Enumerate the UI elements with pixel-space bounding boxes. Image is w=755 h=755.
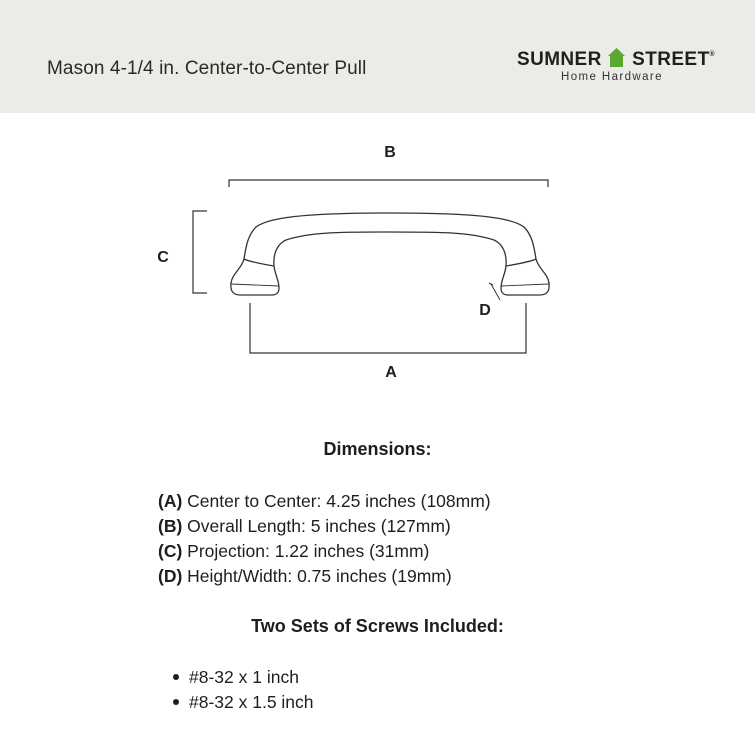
list-item [158,514,491,539]
spec-value: Center to Center: 4.25 inches (108mm) [182,491,491,511]
spec-key: (A) [158,491,183,511]
spec-value: Overall Length: 5 inches (127mm) [182,516,451,536]
screws-list [173,665,314,715]
pull-dimension-diagram [0,113,755,413]
brand-name-left: SUMNER [517,49,602,70]
bullet-icon [173,699,179,705]
header-banner [0,0,755,113]
dimension-b-label: B [384,144,396,161]
dimension-c-bracket [193,211,207,293]
list-item [158,564,491,589]
house-icon [608,48,625,67]
list-item [158,539,491,564]
dimensions-heading: Dimensions: [323,439,432,459]
brand-name-right: STREET [632,49,710,70]
dimension-b-bracket [229,180,548,187]
list-item [158,489,491,514]
registered-mark: ® [709,51,716,58]
dimension-c-label: C [157,249,169,266]
screw-size: #8-32 x 1.5 inch [189,692,314,712]
dimensions-list [158,489,491,589]
dimension-d-marker [489,283,500,300]
brand-tagline: Home Hardware [561,71,663,83]
spec-value: Height/Width: 0.75 inches (19mm) [182,566,452,586]
spec-key: (B) [158,516,183,536]
list-item [173,665,314,690]
brand-name [517,48,715,71]
brand-logo [517,48,727,88]
spec-key: (C) [158,541,183,561]
pull-handle-outline [231,213,549,295]
screws-heading: Two Sets of Screws Included: [251,616,504,636]
spec-value: Projection: 1.22 inches (31mm) [182,541,430,561]
product-title: Mason 4-1/4 in. Center-to-Center Pull [47,58,367,79]
spec-key: (D) [158,566,183,586]
bullet-icon [173,674,179,680]
dimension-a-label: A [385,364,397,381]
list-item [173,690,314,715]
screw-size: #8-32 x 1 inch [189,667,299,687]
dimension-d-label: D [479,302,491,319]
